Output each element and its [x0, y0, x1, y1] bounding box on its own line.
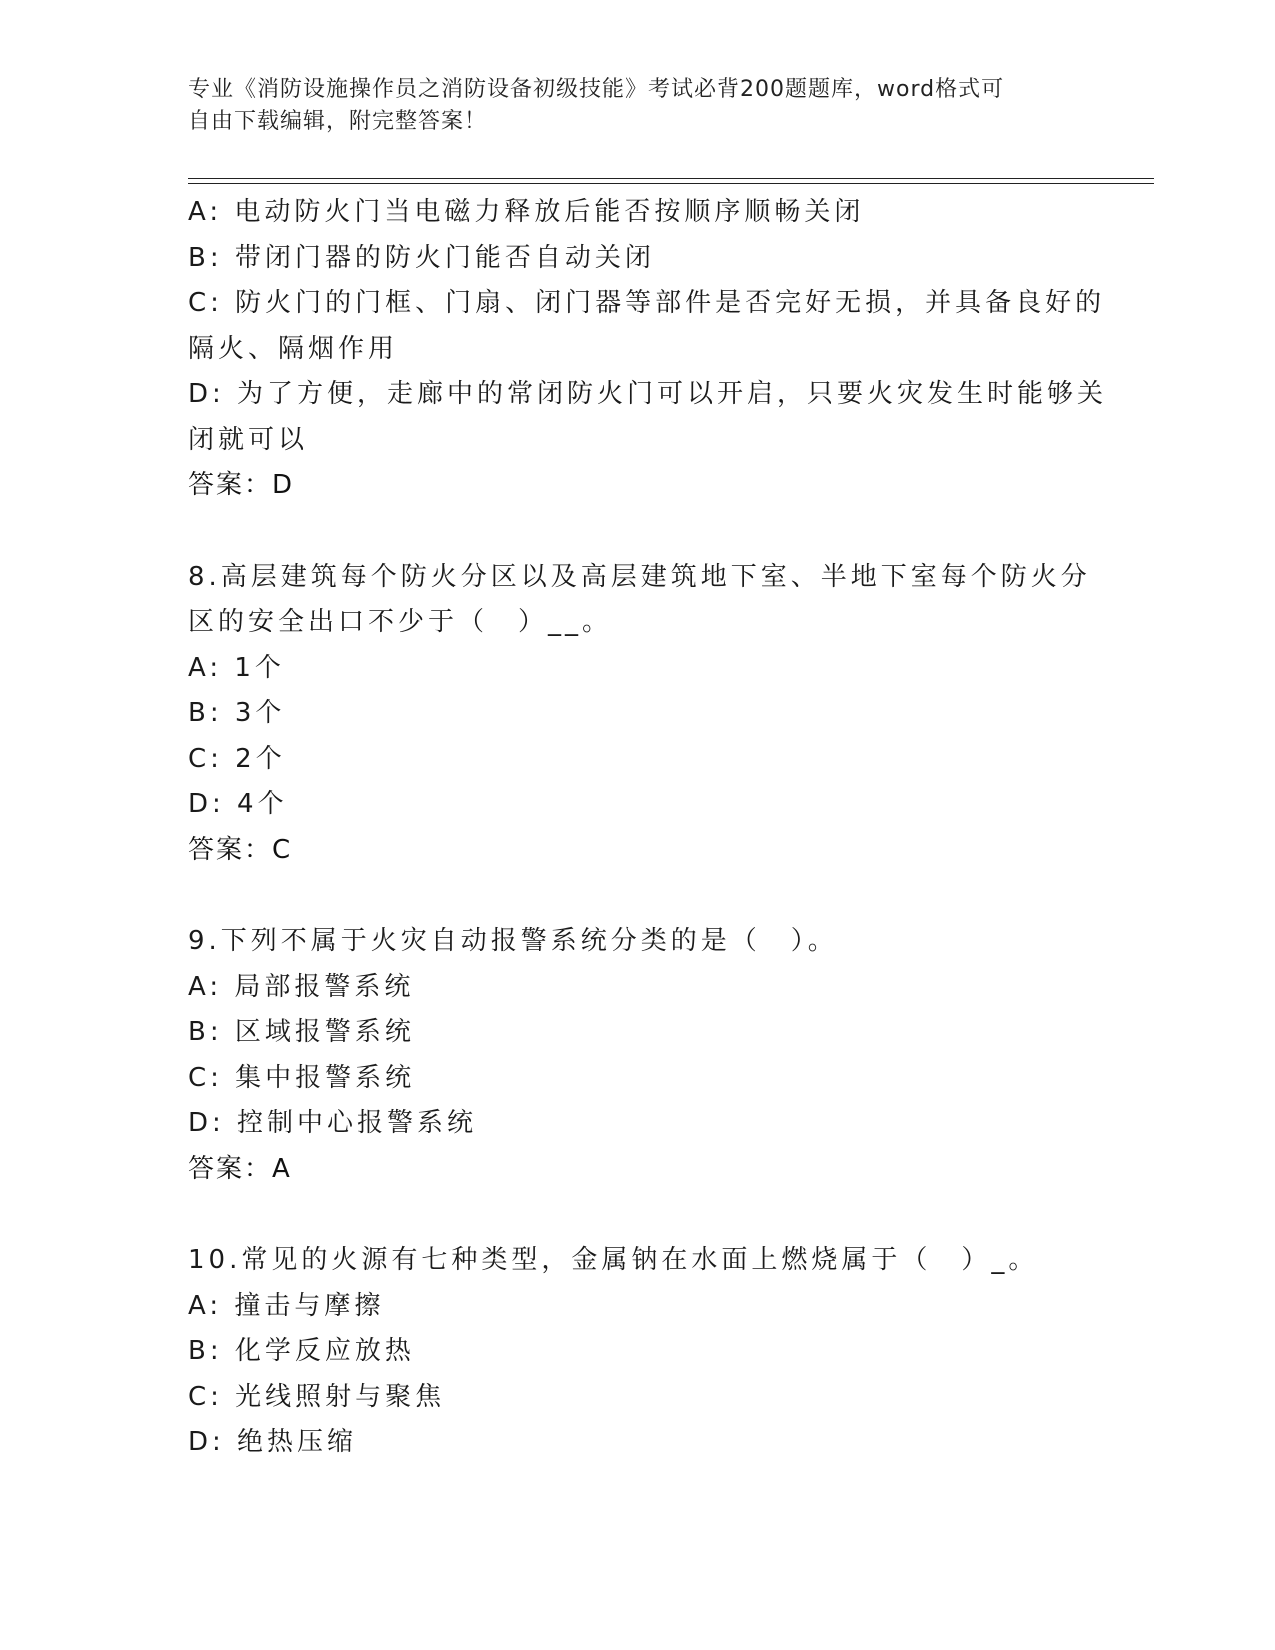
document-header: [188, 74, 1068, 138]
option-b: B: 区域报警系统: [188, 1017, 415, 1047]
header-line-1: 专业《消防设施操作员之消防设备初级技能》考试必背200题题库，word格式可: [188, 77, 1005, 102]
question-10-block: [188, 1238, 1088, 1466]
question-8-block: [188, 555, 1091, 874]
question-text: 9.下列不属于火灾自动报警系统分类的是（ ）。: [188, 926, 838, 956]
option-d: D: 绝热压缩: [188, 1427, 358, 1457]
question-text-continued: 区的安全出口不少于（ ）__。: [188, 607, 613, 637]
option-b: B: 带闭门器的防火门能否自动关闭: [188, 242, 655, 273]
answer-text: 答案：C: [188, 834, 293, 865]
option-b: B: 化学反应放热: [188, 1336, 415, 1366]
header-line-2: 自由下载编辑，附完整答案！: [188, 109, 488, 134]
header-divider-top: [188, 178, 1154, 179]
question-text: 10.常见的火源有七种类型，金属钠在水面上燃烧属于（ ）_。: [188, 1245, 1039, 1275]
option-d-continued: 闭就可以: [188, 424, 309, 455]
option-d: D: 为了方便，走廊中的常闭防火门可以开启，只要火灾发生时能够关: [188, 379, 1108, 409]
option-b: B: 3个: [188, 698, 286, 728]
question-list: [188, 190, 1108, 1466]
option-a: A: 撞击与摩擦: [188, 1290, 385, 1321]
option-c: C: 集中报警系统: [188, 1062, 416, 1093]
header-divider-bottom: [188, 183, 1154, 184]
question-9-block: [188, 919, 1088, 1192]
question-text: 8.高层建筑每个防火分区以及高层建筑地下室、半地下室每个防火分: [188, 561, 1091, 592]
option-c-continued: 隔火、隔烟作用: [188, 333, 399, 364]
answer-text: 答案：D: [188, 470, 295, 500]
option-d: D: 4个: [188, 789, 288, 819]
question-7-block: [188, 190, 1108, 509]
answer-text: 答案：A: [188, 1153, 292, 1184]
option-a: A: 电动防火门当电磁力释放后能否按顺序顺畅关闭: [188, 197, 865, 227]
option-c: C: 防火门的门框、门扇、闭门器等部件是否完好无损，并具备良好的: [188, 288, 1106, 318]
option-c: C: 光线照射与聚焦: [188, 1381, 446, 1412]
option-c: C: 2个: [188, 743, 286, 774]
option-a: A: 1个: [188, 652, 285, 683]
option-a: A: 局部报警系统: [188, 971, 415, 1002]
option-d: D: 控制中心报警系统: [188, 1108, 478, 1138]
